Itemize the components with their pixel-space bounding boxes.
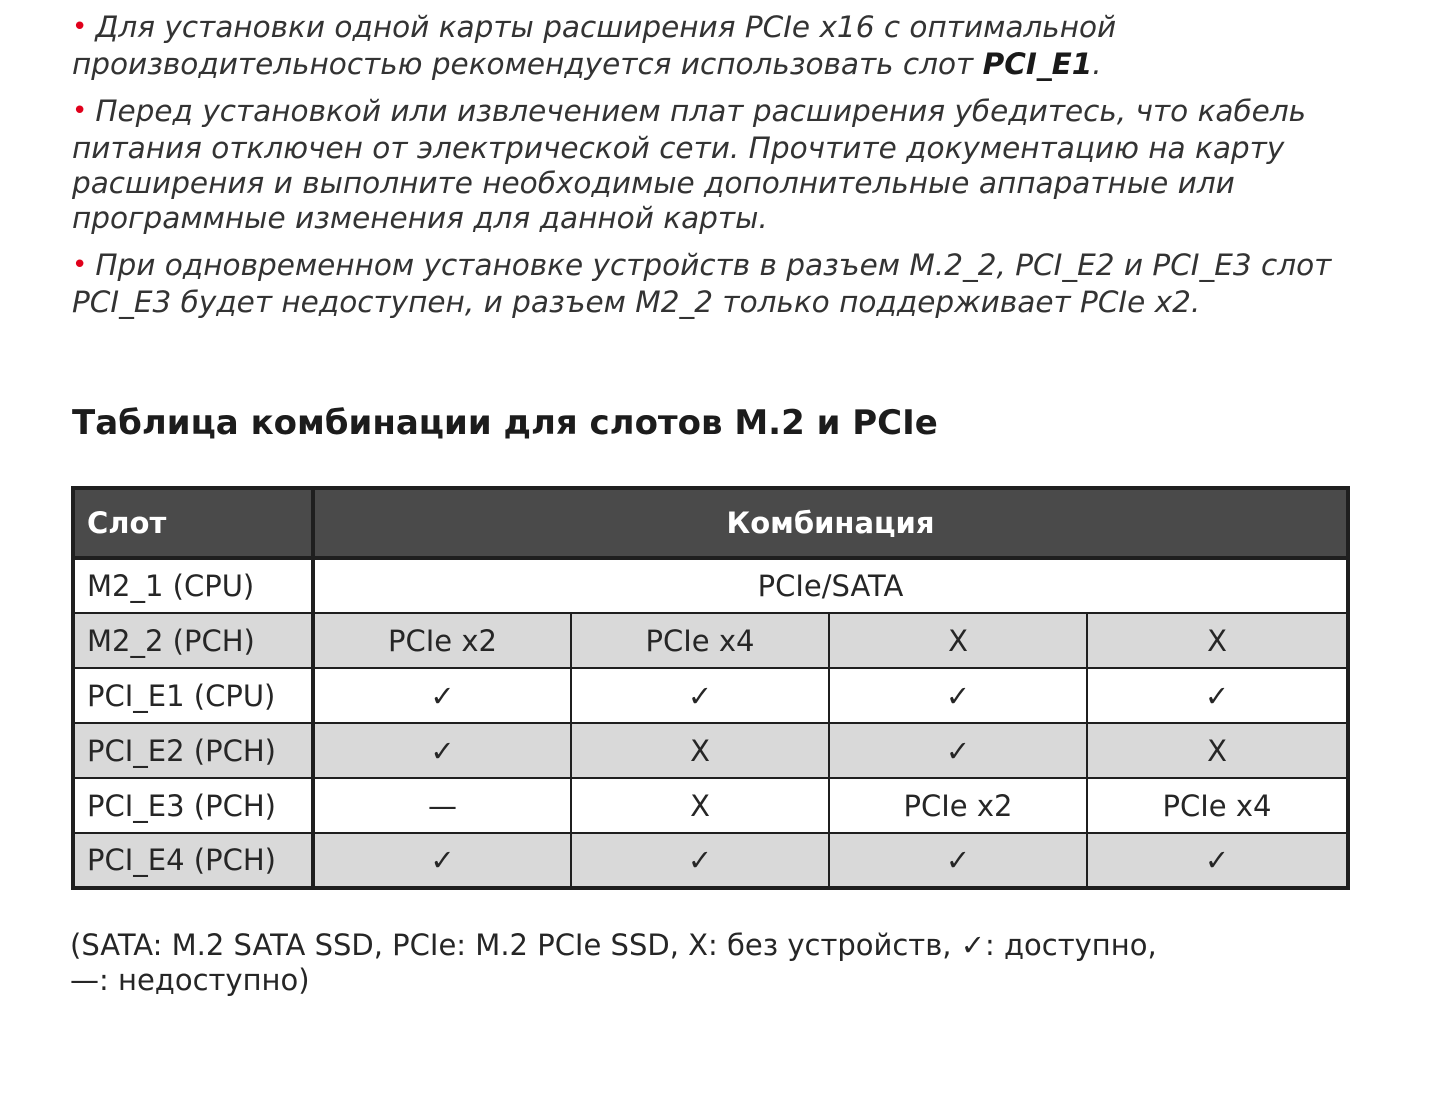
row-cell: ✓ — [313, 833, 571, 888]
combination-table — [71, 486, 1350, 890]
note-text: Перед установкой или извлечением плат расширения убедитесь, что кабель питания отключен от электрической сети. Прочтите документацию на карту расширения и выполните необходимые дополнительные аппаратные или программные изменения для данной карты. — [72, 94, 1307, 235]
row-cell: X — [829, 613, 1087, 668]
table-row — [73, 778, 1348, 833]
notes-list — [72, 10, 1402, 332]
row-cell: X — [1087, 613, 1348, 668]
bullet-icon: • — [72, 250, 88, 280]
note-text: Для установки одной карты расширения PCIe x16 с оптимальной производительностью рекомендуется использовать слот — [72, 10, 1117, 81]
row-cell: PCIe x2 — [313, 613, 571, 668]
row-cell: ✓ — [829, 668, 1087, 723]
row-cell: X — [571, 778, 829, 833]
bullet-icon: • — [72, 96, 88, 126]
row-slot-label: PCI_E3 (PCH) — [73, 778, 313, 833]
row-cell: — — [313, 778, 571, 833]
row-cell: ✓ — [1087, 668, 1348, 723]
table-header-row — [73, 488, 1348, 558]
row-cell: ✓ — [313, 668, 571, 723]
row-slot-label: PCI_E2 (PCH) — [73, 723, 313, 778]
legend-line: (SATA: M.2 SATA SSD, PCIe: M.2 PCIe SSD, X: без устройств, ✓: доступно, — [70, 928, 1157, 962]
note-suffix: . — [1092, 47, 1102, 81]
note-strong-text: PCI_E1 — [982, 47, 1093, 81]
table-row — [73, 833, 1348, 888]
table-row — [73, 668, 1348, 723]
bullet-icon: • — [72, 12, 88, 42]
row-cell: ✓ — [313, 723, 571, 778]
note-item — [72, 10, 1402, 82]
row-cell: ✓ — [1087, 833, 1348, 888]
row-cell: PCIe/SATA — [313, 558, 1348, 613]
note-text: При одновременном установке устройств в разъем M.2_2, PCI_E2 и PCI_E3 слот PCI_E3 будет недоступен, и разъем M2_2 только поддерживает PCIe x2. — [72, 248, 1332, 319]
row-slot-label: M2_2 (PCH) — [73, 613, 313, 668]
row-cell: X — [1087, 723, 1348, 778]
section-title: Таблица комбинации для слотов M.2 и PCIe — [72, 403, 938, 443]
row-cell: ✓ — [829, 833, 1087, 888]
row-cell: ✓ — [571, 833, 829, 888]
row-cell: ✓ — [571, 668, 829, 723]
row-cell: ✓ — [829, 723, 1087, 778]
row-slot-label: PCI_E4 (PCH) — [73, 833, 313, 888]
legend-line: —: недоступно) — [70, 963, 310, 997]
row-cell: X — [571, 723, 829, 778]
header-slot: Слот — [73, 488, 313, 558]
table-row — [73, 723, 1348, 778]
row-cell: PCIe x4 — [1087, 778, 1348, 833]
table-legend — [70, 928, 1270, 998]
row-cell: PCIe x4 — [571, 613, 829, 668]
header-combination: Комбинация — [313, 488, 1348, 558]
row-cell: PCIe x2 — [829, 778, 1087, 833]
note-item — [72, 248, 1402, 320]
row-slot-label: M2_1 (CPU) — [73, 558, 313, 613]
row-slot-label: PCI_E1 (CPU) — [73, 668, 313, 723]
table-row — [73, 558, 1348, 613]
note-item — [72, 94, 1402, 236]
table-row — [73, 613, 1348, 668]
